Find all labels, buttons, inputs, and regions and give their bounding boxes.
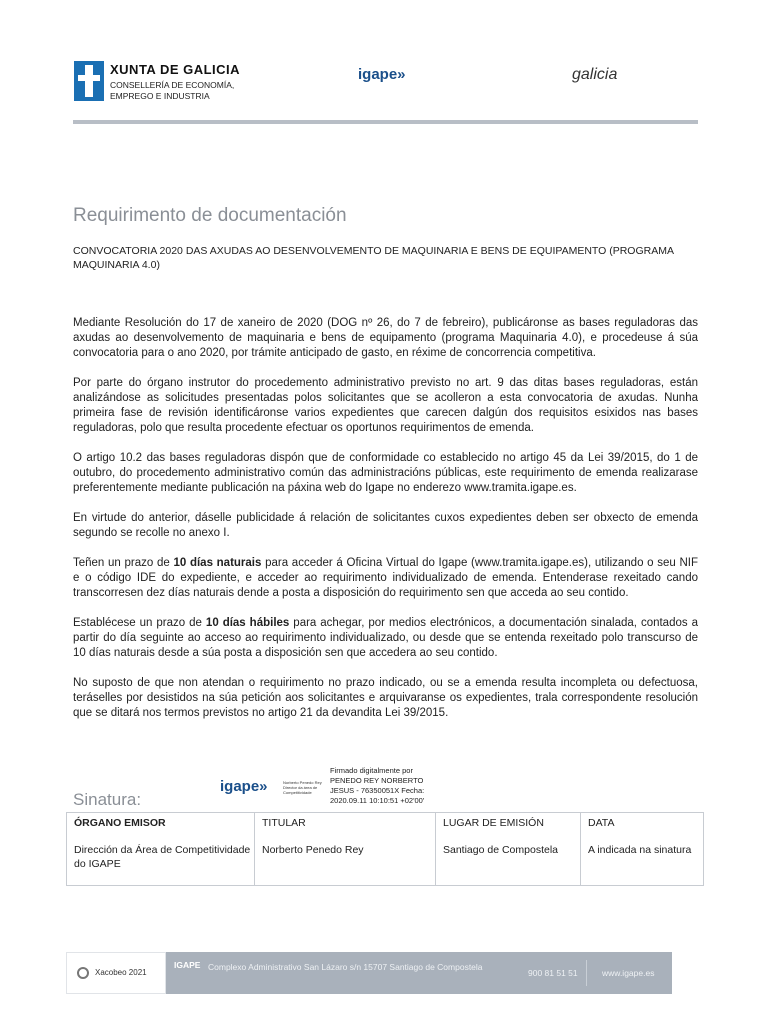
paragraph: No suposto de que non atendan o requirimento no prazo indicado, ou se a emenda resulta incompleta ou defectuosa, teráselles por desistidos na súa petición aos solicitantes e arquivaranse os expedientes, trala correspondente resolución que se ditará nos termos previstos no artigo 21 da devandita Lei 39/2015. — [73, 677, 698, 719]
paragraph: Mediante Resolución do 17 de xaneiro de 2020 (DOG nº 26, do 7 de febreiro), publicáronse as bases reguladoras das axudas ao desenvolvemento de maquinaria e bens de equipamento (programa Maquinaria 4.0), e procedeuse á súa convocatoria para o ano 2020, por trámite anticipado de gasto, en réxime de concorrencia competitiva. — [73, 317, 698, 359]
holder-value: Norberto Penedo Rey — [262, 844, 364, 856]
xunta-shield-icon — [74, 61, 104, 101]
xacobeo-box — [66, 952, 166, 994]
xunta-department: CONSELLERÍA DE ECONOMÍA, EMPREGO E INDUSTRIA — [110, 80, 235, 101]
document-header — [0, 0, 770, 125]
igape-logo: igape» — [358, 66, 406, 83]
table-cell — [581, 813, 703, 885]
deadline-natural-days: 10 días naturais — [173, 557, 262, 569]
deadline-business-days: 10 días hábiles — [205, 617, 290, 629]
signature-label: Sinatura: — [73, 790, 142, 809]
issuer-value: Dirección da Área de Competitividade do IGAPE — [74, 844, 251, 870]
digital-signature-text: Firmado digitalmente por PENEDO REY NORBERTO JESUS - 76350051X Fecha: 2020.09.11 10:10:51 +02'00' — [330, 766, 425, 805]
document-subtitle: CONVOCATORIA 2020 DAS AXUDAS AO DESENVOLVEMENTO DE MAQUINARIA E BENS DE EQUIPAMENTO (PROGRAMA MAQUINARIA 4.0) — [73, 245, 674, 271]
date-header: DATA — [588, 817, 615, 829]
holder-header: TITULAR — [262, 817, 306, 829]
document-footer — [66, 952, 672, 994]
paragraph: Por parte do órgano instrutor do procedemento administrativo previsto no art. 9 das ditas bases reguladoras, están analizándose as solicitudes presentadas polos solicitantes que se acolleron a esta convocatoria de axudas. Nunha primeira fase de revisión identificáronse varios expedientes que carecen dalgún dos requisitos esixidos nas bases reguladoras, polo que resulta procedente efectuar os oportunos requirimentos de emenda. — [73, 377, 698, 434]
paragraph: Establécese un prazo de 10 días hábiles para achegar, por medios electrónicos, a documentación sinalada, contados a partir do día seguinte ao acceso ao requirimento individualizado, ou desde que se entenda rexeitado polo transcurso de 10 días naturais desde a súa posta a disposición sen que accedera ao seu contido. — [73, 617, 698, 659]
table-cell — [255, 813, 436, 885]
place-value: Santiago de Compostela — [443, 844, 558, 856]
date-value: A indicada na sinatura — [588, 844, 692, 856]
footer-brand: IGAPE — [174, 960, 201, 970]
xacobeo-icon — [77, 967, 89, 979]
footer-address: Complexo Administrativo San Lázaro s/n 15707 Santiago de Compostela — [208, 962, 483, 972]
paragraph: Teñen un prazo de 10 días naturais para acceder á Oficina Virtual do Igape (www.tramita.igape.es), utilizando o seu NIF e o código IDE do expediente, e acceder ao requirimento individualizado de emenda. Entenderase rexeitado cando transcorresen dez días naturais dende a posta a disposición do requirimento sen que acceda ao seu contido. — [73, 557, 699, 599]
signature-small-text: Norberto Penedo Rey Director da área de Competitividade — [283, 780, 322, 795]
document-body — [73, 316, 698, 736]
footer-website: www.igape.es — [602, 968, 655, 978]
galicia-logo: galicia — [572, 66, 618, 83]
footer-separator — [586, 960, 587, 986]
place-header: LUGAR DE EMISIÓN — [443, 817, 544, 829]
table-cell — [67, 813, 255, 885]
signature-igape-logo: igape» — [220, 778, 268, 795]
footer-phone: 900 81 51 51 — [528, 968, 578, 978]
table-cell — [436, 813, 581, 885]
issuer-header: ÓRGANO EMISOR — [74, 817, 166, 829]
footer-band — [166, 952, 672, 994]
document-title: Requirimento de documentación — [73, 205, 347, 226]
xacobeo-text: Xacobeo 2021 — [95, 968, 147, 977]
signature-table — [66, 812, 704, 886]
paragraph: O artigo 10.2 das bases reguladoras dispón que de conformidade co establecido no artigo 45 da Lei 39/2015, do 1 de outubro, do procedemento administrativo común das administracións públicas, este requirimento de emenda realizarase preferentemente mediante publicación na páxina web do Igape no enderezo www.tramita.igape.es. — [73, 452, 698, 494]
xunta-name: XUNTA DE GALICIA — [110, 62, 241, 77]
header-divider — [73, 120, 698, 124]
paragraph: En virtude do anterior, dáselle publicidade á relación de solicitantes cuxos expedientes deben ser obxecto de emenda segundo se recolle no anexo I. — [73, 512, 698, 539]
